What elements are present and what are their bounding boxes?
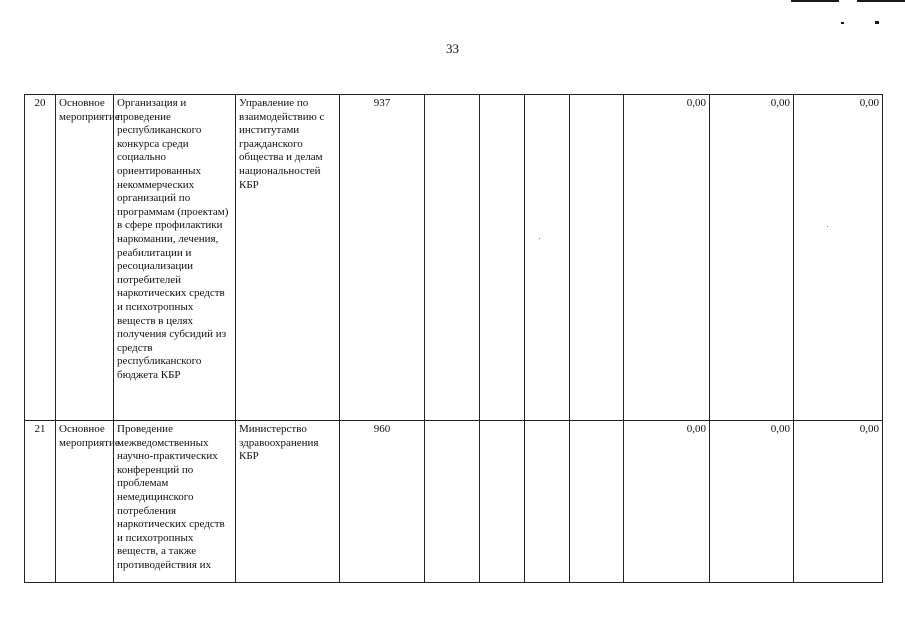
scan-speck [827,226,828,227]
responsible-executor: Министерство здравоохранения КБР [236,421,340,583]
empty-cell [525,421,570,583]
program-activities-table [24,94,883,583]
activity-name: Организация и проведение республиканского конкурса среди социально ориентированных некоммерческих организаций по программам (проектам) в сфере профилактики наркомании, лечения, реабилитации и ресоциализации потребителей наркотических средств и психотропных веществ в целях получения субсидий из средств республиканского бюджета КБР [114,95,236,421]
table-row [25,421,883,583]
funding-amount: 0,00 [710,95,794,421]
empty-cell [570,421,624,583]
activity-name: Проведение межведомственных научно-практических конференций по проблемам немедицинского потребления наркотических средств и психотропных веществ, а также противодействия их [114,421,236,583]
row-number: 20 [25,95,56,421]
empty-cell [525,95,570,421]
empty-cell [480,421,525,583]
budget-code: 960 [340,421,425,583]
scan-artifact-line [791,0,839,2]
activity-status: Основное мероприятие [56,421,114,583]
funding-amount: 0,00 [794,421,883,583]
scan-speck [539,238,540,239]
table-row [25,95,883,421]
funding-amount: 0,00 [794,95,883,421]
empty-cell [480,95,525,421]
funding-amount: 0,00 [624,421,710,583]
responsible-executor: Управление по взаимодействию с институтами гражданского общества и делам национальностей КБР [236,95,340,421]
activity-status: Основное мероприятие [56,95,114,421]
funding-amount: 0,00 [624,95,710,421]
page-number: 33 [446,41,459,56]
scan-artifact-line [857,0,905,2]
empty-cell [425,421,480,583]
scan-artifact-dot [875,21,879,24]
scan-artifact-dot [841,22,844,24]
funding-amount: 0,00 [710,421,794,583]
empty-cell [570,95,624,421]
row-number: 21 [25,421,56,583]
budget-code: 937 [340,95,425,421]
empty-cell [425,95,480,421]
